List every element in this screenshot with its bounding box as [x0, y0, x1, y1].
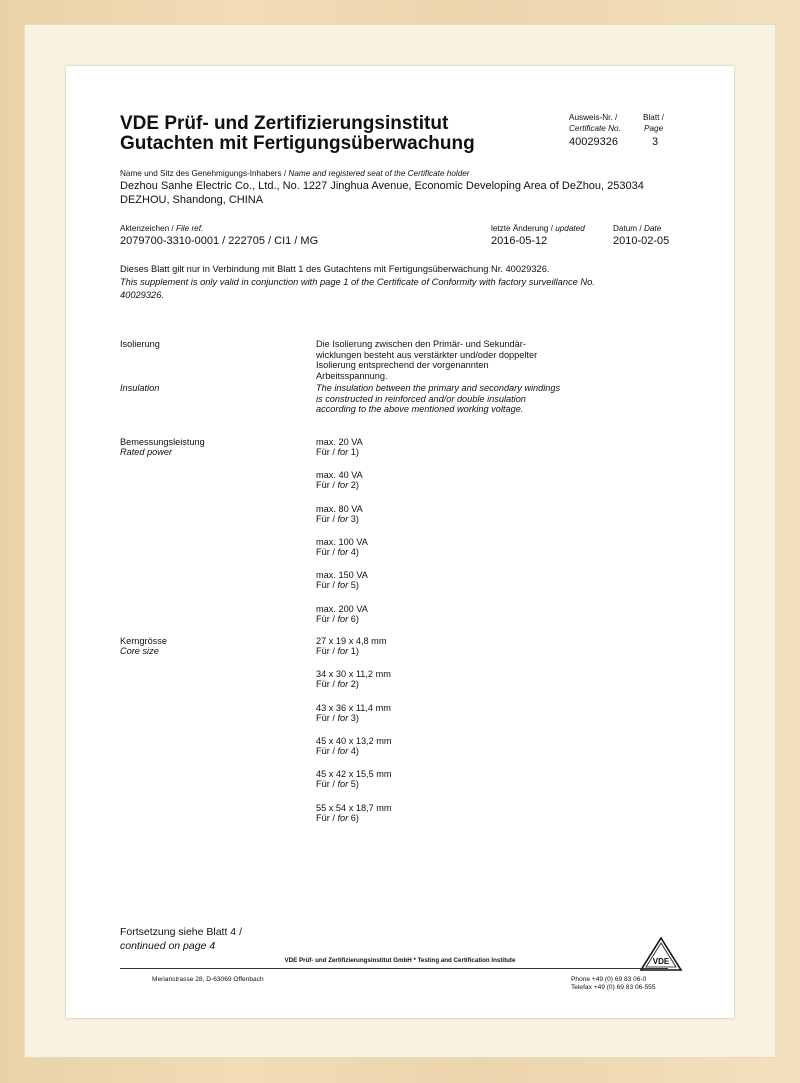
- spec-for-ref: [316, 447, 359, 458]
- holder-label-de: Name und Sitz des Genehmigungs-Inhabers /: [120, 169, 289, 178]
- for-label-en: for: [337, 513, 349, 524]
- for-label-en: for: [337, 646, 349, 656]
- holder-label: [120, 169, 470, 178]
- footer-fax: Telefax +49 (0) 69 83 06-555: [571, 984, 656, 991]
- spec-for-ref: [316, 679, 359, 690]
- title-line1: VDE Prüf- und Zertifizierungsinstitut: [120, 113, 449, 134]
- file-ref-label-en: File ref.: [175, 224, 204, 233]
- for-label-de: Für /: [316, 447, 338, 457]
- for-label-de: Für /: [316, 513, 338, 524]
- for-label-de: Für /: [316, 812, 338, 823]
- holder-address-line2: DEZHOU, Shandong, CHINA: [120, 194, 264, 206]
- footer-rule: [120, 968, 668, 969]
- holder-label-en: Name and registered seat of the Certificate holder: [288, 169, 470, 178]
- footnote-ref: 6): [348, 613, 359, 624]
- updated-value: 2016-05-12: [491, 235, 548, 247]
- spec-for-ref: [316, 713, 359, 724]
- vde-logo: [639, 936, 683, 972]
- core-size-label-de: Kerngrösse: [120, 636, 167, 646]
- footer-phone: Phone +49 (0) 69 83 06-0: [571, 976, 647, 983]
- insulation-text-de: Die Isolierung zwischen den Primär- und Sekundär-wicklungen besteht aus verstärkter und/oder doppelter Isolierung entsprechend der vorgenannten Arbeitsspannung.: [316, 339, 538, 381]
- spec-for-ref: [316, 779, 359, 790]
- file-ref-value: 2079700-3310-0001 / 222705 / CI1 / MG: [120, 235, 319, 247]
- footnote-ref: 1): [348, 447, 359, 457]
- footnote-ref: 3): [348, 513, 359, 524]
- for-label-en: for: [337, 812, 349, 823]
- for-label-de: Für /: [316, 546, 338, 557]
- spec-value: 45 x 40 x 13,2 mm: [316, 735, 392, 746]
- spec-value: 45 x 42 x 15,5 mm: [316, 769, 392, 780]
- insulation-text-en: The insulation between the primary and secondary windings is constructed in reinforced and/or double insulation according to the above mentioned working voltage.: [316, 383, 561, 415]
- updated-label-de: letzte Änderung /: [491, 224, 556, 233]
- for-label-de: Für /: [316, 646, 338, 656]
- for-label-en: for: [337, 580, 349, 591]
- file-ref-label: [120, 224, 203, 233]
- continuation-de: Fortsetzung siehe Blatt 4 /: [120, 926, 242, 938]
- cert-number: 40029326: [569, 136, 618, 148]
- footnote-ref: 3): [348, 712, 359, 723]
- for-label-de: Für /: [316, 580, 338, 591]
- footnote-ref: 1): [348, 646, 359, 656]
- for-label-en: for: [337, 779, 349, 790]
- spec-value: 55 x 54 x 18,7 mm: [316, 802, 392, 813]
- spec-for-ref: [316, 547, 359, 558]
- page-label-en: Page: [644, 124, 664, 133]
- footnote-ref: 5): [348, 580, 359, 591]
- footnote-ref: 6): [348, 812, 359, 823]
- footnote-ref: 5): [348, 779, 359, 790]
- spec-value: 27 x 19 x 4,8 mm: [316, 636, 387, 646]
- date-value: 2010-02-05: [613, 235, 670, 247]
- cert-label-en: Certificate No.: [569, 124, 621, 133]
- spec-for-ref: [316, 514, 359, 525]
- updated-label: [491, 224, 585, 233]
- page-label-de: Blatt /: [643, 113, 664, 122]
- spec-value: max. 150 VA: [316, 570, 368, 581]
- for-label-en: for: [337, 447, 349, 457]
- footer-address: Merianstrasse 28, D-63069 Offenbach: [152, 976, 264, 983]
- title-line2: Gutachten mit Fertigungsüberwachung: [120, 133, 475, 154]
- spec-value: 34 x 30 x 11,2 mm: [316, 669, 391, 680]
- continuation-en: continued on page 4: [120, 940, 216, 952]
- footnote-ref: 4): [348, 745, 359, 756]
- spec-value: 43 x 36 x 11,4 mm: [316, 702, 391, 713]
- for-label-de: Für /: [316, 712, 338, 723]
- vde-logo-text: VDE: [652, 957, 670, 966]
- footnote-ref: 2): [348, 480, 359, 491]
- spec-for-ref: [316, 580, 359, 591]
- for-label-de: Für /: [316, 480, 338, 491]
- spec-value: max. 100 VA: [316, 536, 368, 547]
- spec-for-ref: [316, 614, 359, 625]
- spec-for-ref: [316, 813, 359, 824]
- footer-institute: VDE Prüf- und Zertifizierungsinstitut GmbH * Testing and Certification Institute: [284, 957, 516, 964]
- for-label-de: Für /: [316, 779, 338, 790]
- for-label-en: for: [337, 745, 349, 756]
- spec-for-ref: [316, 746, 359, 757]
- date-label-de: Datum /: [613, 224, 644, 233]
- notice-de: Dieses Blatt gilt nur in Verbindung mit Blatt 1 des Gutachtens mit Fertigungsüberwachung Nr. 40029326.: [120, 264, 550, 274]
- rated-power-label-de: Bemessungsleistung: [120, 437, 205, 447]
- certificate-page: [66, 66, 734, 1018]
- notice-en-line1: This supplement is only valid in conjunction with page 1 of the Certificate of Conformity with factory surveillance No.: [120, 277, 595, 287]
- insulation-label-en: Insulation: [120, 383, 160, 393]
- spec-for-ref: [316, 480, 359, 491]
- updated-label-en: updated: [555, 224, 585, 233]
- spec-value: max. 40 VA: [316, 470, 363, 481]
- spec-value: max. 200 VA: [316, 603, 368, 614]
- spec-for-ref: [316, 646, 359, 657]
- notice-en-line2: 40029326.: [120, 290, 164, 300]
- footnote-ref: 4): [348, 546, 359, 557]
- spec-value: max. 20 VA: [316, 437, 363, 447]
- for-label-de: Für /: [316, 745, 338, 756]
- page-number: 3: [652, 136, 659, 148]
- for-label-en: for: [337, 679, 349, 690]
- holder-address-line1: Dezhou Sanhe Electric Co., Ltd., No. 1227 Jinghua Avenue, Economic Developing Area of DeZhou, 253034: [120, 180, 644, 192]
- cert-label-de: Ausweis-Nr. /: [569, 113, 618, 122]
- rated-power-label-en: Rated power: [120, 447, 173, 457]
- footnote-ref: 2): [348, 679, 359, 690]
- date-label-en: Date: [643, 224, 662, 233]
- insulation-label-de: Isolierung: [120, 339, 160, 349]
- for-label-en: for: [337, 712, 349, 723]
- for-label-en: for: [337, 480, 349, 491]
- core-size-label-en: Core size: [120, 646, 159, 656]
- spec-value: max. 80 VA: [316, 503, 363, 514]
- for-label-en: for: [337, 546, 349, 557]
- file-ref-label-de: Aktenzeichen /: [120, 224, 176, 233]
- date-label: [613, 224, 661, 233]
- for-label-de: Für /: [316, 613, 338, 624]
- for-label-de: Für /: [316, 679, 338, 690]
- for-label-en: for: [337, 613, 349, 624]
